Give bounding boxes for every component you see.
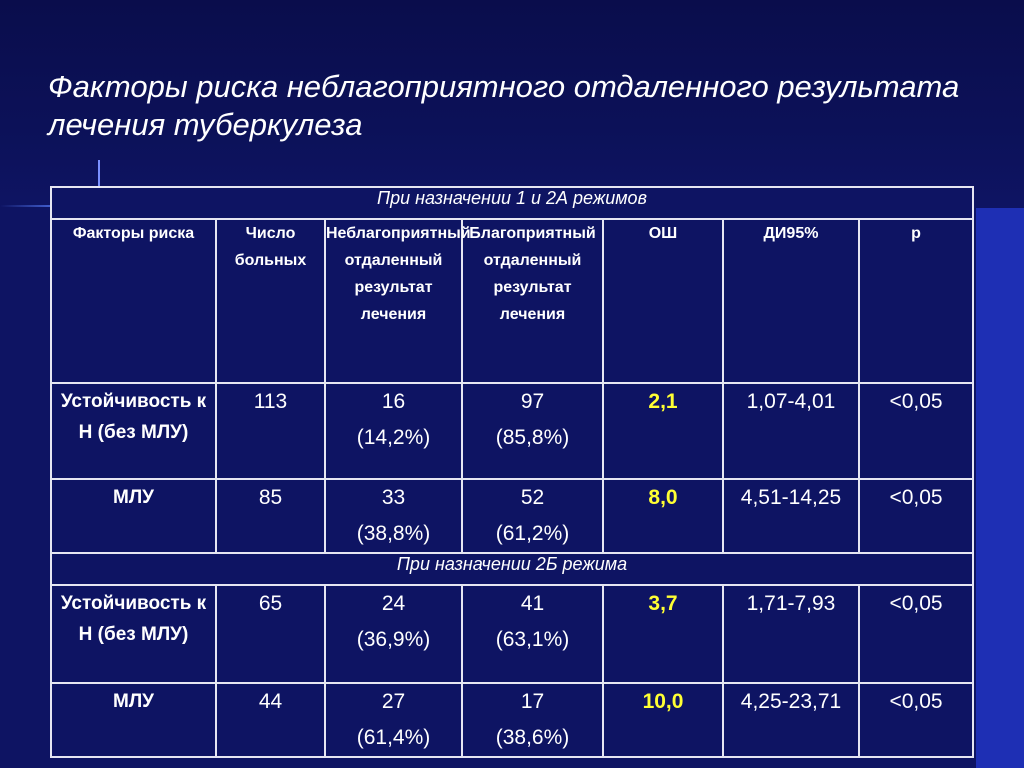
cell-unfavorable-pct: (36,9%) <box>356 628 431 651</box>
cell-favorable-pct: (61,2%) <box>495 522 570 545</box>
cell-p-value: <0,05 <box>859 479 973 553</box>
cell-favorable-n: 97 <box>520 390 545 413</box>
table-row <box>51 383 973 479</box>
cell-odds-ratio: 2,1 <box>603 383 723 479</box>
cell-odds-ratio: 3,7 <box>603 585 723 683</box>
header-count: Число больных <box>216 219 325 383</box>
cell-factor: МЛУ <box>51 683 216 757</box>
cell-favorable <box>462 585 603 683</box>
cell-unfavorable-n: 33 <box>381 486 406 509</box>
header-row <box>51 219 973 383</box>
cell-favorable-pct: (38,6%) <box>495 726 570 749</box>
cell-count: 44 <box>216 683 325 757</box>
header-factor: Факторы риска <box>51 219 216 383</box>
cell-favorable-n: 17 <box>520 690 545 713</box>
cell-count: 85 <box>216 479 325 553</box>
section-label: При назначении 2Б режима <box>51 553 973 585</box>
slide-title: Факторы риска неблагоприятного отдаленного результата лечения туберкулеза <box>48 69 960 142</box>
section-label: При назначении 1 и 2А режимов <box>51 187 973 219</box>
table-row <box>51 585 973 683</box>
cell-unfavorable <box>325 683 462 757</box>
cell-favorable <box>462 383 603 479</box>
cell-odds-ratio: 8,0 <box>603 479 723 553</box>
header-confidence-interval: ДИ95% <box>723 219 859 383</box>
cell-count: 113 <box>216 383 325 479</box>
cell-favorable <box>462 479 603 553</box>
cell-odds-ratio: 10,0 <box>603 683 723 757</box>
background-right-band <box>976 208 1024 768</box>
cell-unfavorable-pct: (14,2%) <box>356 426 431 449</box>
cell-p-value: <0,05 <box>859 585 973 683</box>
header-favorable: Благоприятный отдаленный результат лечения <box>462 219 603 383</box>
cell-unfavorable-n: 27 <box>381 690 406 713</box>
table-row <box>51 479 973 553</box>
cell-p-value: <0,05 <box>859 683 973 757</box>
cell-unfavorable-n: 24 <box>381 592 406 615</box>
cell-unfavorable-pct: (38,8%) <box>356 522 431 545</box>
cell-factor: МЛУ <box>51 479 216 553</box>
header-unfavorable: Неблагоприятный отдаленный результат лечения <box>325 219 462 383</box>
risk-factors-table <box>50 186 974 758</box>
cell-favorable-n: 41 <box>520 592 545 615</box>
cell-factor: Устойчивость к Н (без МЛУ) <box>51 383 216 479</box>
cell-favorable-pct: (85,8%) <box>495 426 570 449</box>
cell-favorable <box>462 683 603 757</box>
section-row-1 <box>51 187 973 219</box>
section-row-2 <box>51 553 973 585</box>
table-row <box>51 683 973 757</box>
cell-unfavorable-pct: (61,4%) <box>356 726 431 749</box>
cell-favorable-pct: (63,1%) <box>495 628 570 651</box>
cell-p-value: <0,05 <box>859 383 973 479</box>
cell-favorable-n: 52 <box>520 486 545 509</box>
cell-confidence-interval: 1,71-7,93 <box>723 585 859 683</box>
cell-confidence-interval: 1,07-4,01 <box>723 383 859 479</box>
cell-unfavorable <box>325 585 462 683</box>
cell-factor: Устойчивость к Н (без МЛУ) <box>51 585 216 683</box>
cell-count: 65 <box>216 585 325 683</box>
header-p-value: p <box>859 219 973 383</box>
header-odds-ratio: ОШ <box>603 219 723 383</box>
cell-confidence-interval: 4,25-23,71 <box>723 683 859 757</box>
cell-confidence-interval: 4,51-14,25 <box>723 479 859 553</box>
cell-unfavorable-n: 16 <box>381 390 406 413</box>
cell-unfavorable <box>325 479 462 553</box>
cell-unfavorable <box>325 383 462 479</box>
